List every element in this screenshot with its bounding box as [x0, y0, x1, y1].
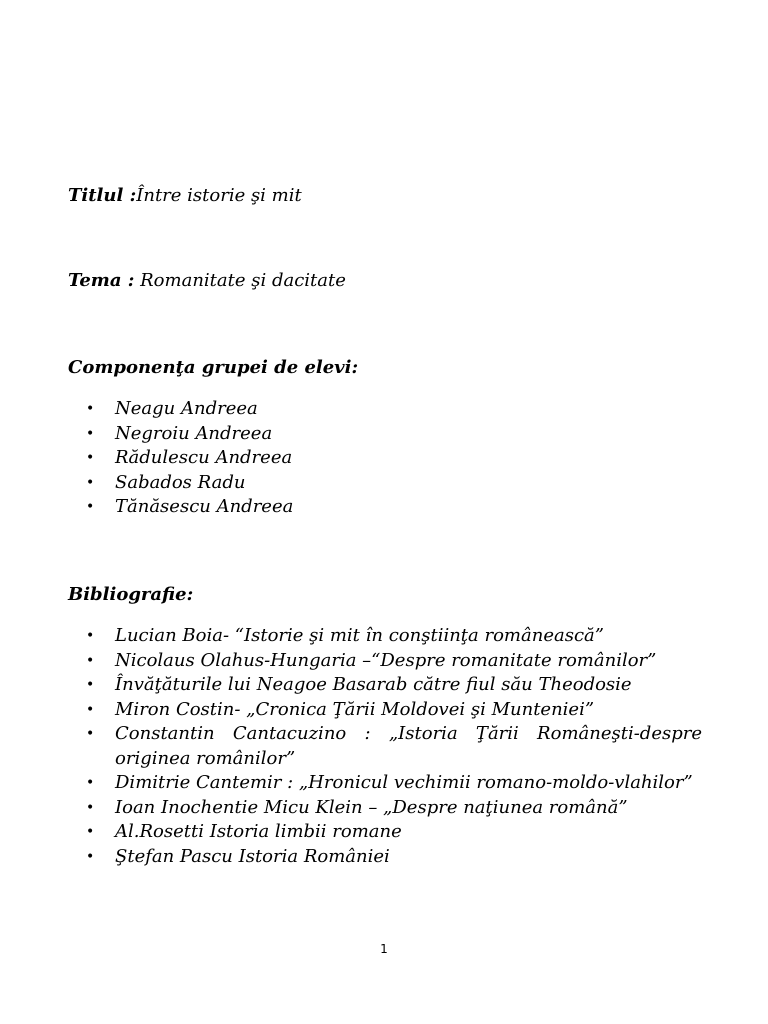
list-item: [68, 722, 702, 771]
title-value: Între istorie şi mit: [136, 185, 302, 206]
member-name: Rădulescu Andreea: [115, 447, 293, 468]
theme-label: Tema :: [68, 270, 135, 291]
bullet-icon: •: [86, 425, 95, 442]
group-members-list: [68, 397, 702, 520]
bullet-icon: •: [86, 628, 95, 644]
bibliography-entry: Dimitrie Cantemir : „Hronicul vechimii romano-moldo-vlahilor”: [115, 772, 693, 793]
bullet-icon: •: [86, 677, 95, 693]
list-item: [68, 649, 702, 674]
list-item: [68, 845, 702, 870]
bullet-icon: •: [86, 824, 95, 840]
list-item: [68, 495, 702, 520]
bibliography-entry: Învăţăturile lui Neagoe Basarab către fiul său Theodosie: [115, 674, 632, 695]
bullet-icon: •: [86, 848, 95, 865]
bullet-icon: •: [86, 775, 95, 791]
group-heading: Componenţa grupei de elevi:: [68, 357, 359, 378]
bibliography-heading: Bibliografie:: [68, 584, 194, 605]
list-item: [68, 624, 702, 649]
list-item: [68, 820, 702, 845]
theme-value: Romanitate şi dacitate: [134, 270, 346, 291]
list-item: [68, 698, 702, 723]
list-item: [68, 422, 702, 447]
bibliography-entry: Ştefan Pascu Istoria României: [115, 845, 390, 867]
bullet-icon: •: [86, 726, 95, 742]
bibliography-entry: Ioan Inochentie Micu Klein – „Despre naţiunea română”: [115, 796, 628, 818]
bullet-icon: •: [86, 652, 95, 669]
title-label: Titlul :: [68, 185, 137, 206]
list-item: [68, 673, 702, 698]
bibliography-entry: Nicolaus Olahus-Hungaria –“Despre romanitate românilor”: [115, 649, 657, 671]
member-name: Negroiu Andreea: [115, 422, 273, 444]
bibliography-list: [68, 624, 702, 869]
bullet-icon: •: [86, 701, 95, 718]
bibliography-entry: Constantin Cantacuzino : „Istoria Ţării Româneşti-despre originea românilor”: [115, 723, 702, 769]
bullet-icon: •: [86, 401, 95, 417]
list-item: [68, 471, 702, 496]
member-name: Tănăsescu Andreea: [115, 496, 294, 517]
list-item: [68, 397, 702, 422]
bibliography-entry: Al.Rosetti Istoria limbii romane: [115, 821, 402, 842]
bullet-icon: •: [86, 799, 95, 816]
theme-line: [68, 269, 346, 293]
bullet-icon: •: [86, 450, 95, 466]
list-item: [68, 796, 702, 821]
member-name: Sabados Radu: [115, 471, 246, 493]
bullet-icon: •: [86, 474, 95, 491]
member-name: Neagu Andreea: [115, 398, 258, 419]
bullet-icon: •: [86, 499, 95, 515]
bibliography-entry: Lucian Boia- “Istorie şi mit în conştiinţa românească”: [115, 625, 604, 646]
list-item: [68, 771, 702, 796]
bibliography-entry: Miron Costin- „Cronica Ţării Moldovei şi Munteniei”: [115, 698, 595, 720]
page-number: 1: [380, 942, 388, 956]
title-line: [68, 184, 302, 208]
list-item: [68, 446, 702, 471]
